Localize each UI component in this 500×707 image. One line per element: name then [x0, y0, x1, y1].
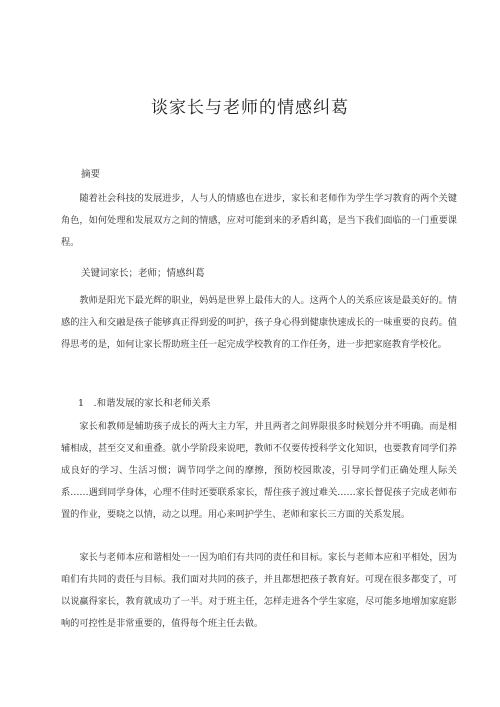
keywords-line: 关键词家长；老师；情感纠葛 [81, 268, 205, 279]
abstract-paragraph: 随着社会科技的发展进步，人与人的情感也在进步，家长和老师作为学生学习教育的两个关键角色，如何处理和发展双方之间的情感，应对可能到来的矛盾纠葛，是当下我们面临的一门重要课程。 [61, 193, 457, 248]
section-paragraph-2: 家长与老师本应和谐相处一一因为咱们有共同的责任和目标。家长与老师本应和平相处，因为咱们有共同的责任与目标。我们面对共同的孩子，并且都想把孩子教育好。可现在很多都变了，可以说赢得家长，教育就成功了一半。对于班主任，怎样走进各个学生家庭，尽可能多地增加家庭影响的可控性是非常重要的，值得每个班主任去做。 [61, 552, 457, 629]
section-paragraph: 家长和教师是辅助孩子成长的两大主力军，并且两者之间界限很多时候划分并不明确。而是相辅相成，甚至交叉和重叠。就小学阶段来说吧，教师不仅要传授科学文化知识，也要教育同学们养成良好的学习、生活习惯；调节同学之间的摩擦，预防校园欺凌，引导同学们正确处理人际关系……遇到同学身体，心理不佳时还要联系家长，帮住孩子渡过难关……家长督促孩子完成老师布置的作业，要晓之以情，动之以理。用心来呵护学生、老师和家长三方面的关系发展。 [61, 421, 457, 520]
intro-paragraph: 教师是阳光下最光辉的职业，妈妈是世界上最伟大的人。这两个人的关系应该是最美好的。情感的注入和交融是孩子能够真正得到爱的呵护，孩子身心得到健康快速成长的一味重要的良药。值得思考的是，如何让家长帮助班主任一起完成学校教育的工作任务，进一步把家庭教育学校化。 [61, 295, 457, 350]
section-heading: 1 .和谐发展的家长和老师关系 [78, 398, 211, 409]
abstract-label: 摘要 [81, 169, 101, 180]
document-title: 谈家长与老师的情感纠葛 [151, 98, 349, 118]
